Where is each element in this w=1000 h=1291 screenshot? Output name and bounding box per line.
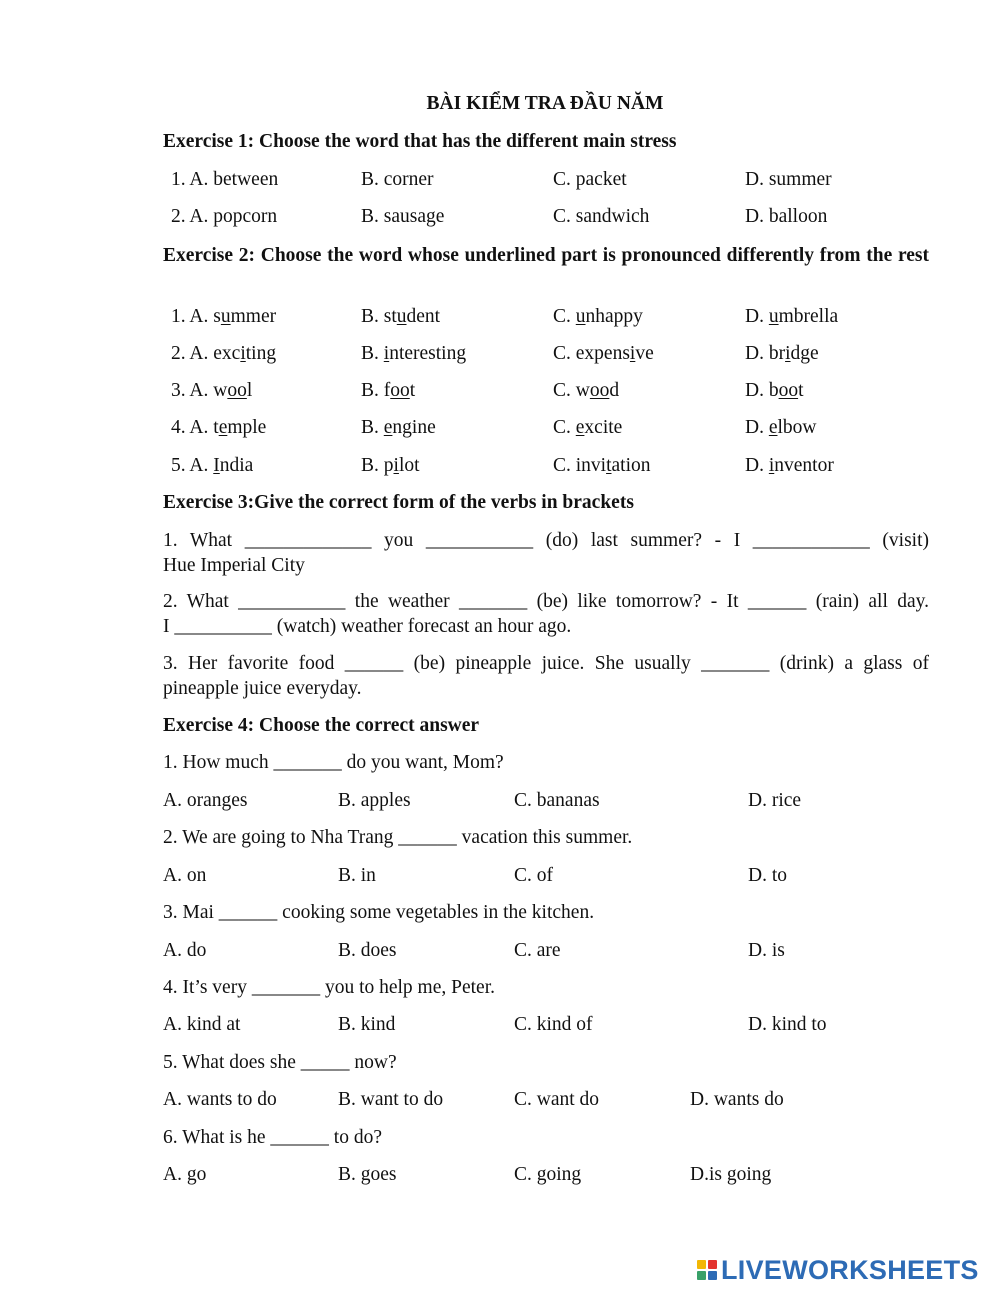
option: C. going xyxy=(514,1164,582,1185)
option: C. bananas xyxy=(514,790,600,811)
option: C. packet xyxy=(553,169,627,190)
option: C. unhappy xyxy=(553,306,643,327)
option: B. corner xyxy=(361,169,434,190)
logo-text: LIVEWORKSHEETS xyxy=(721,1254,979,1285)
liveworksheets-logo xyxy=(697,1255,979,1285)
option: D.is going xyxy=(690,1164,772,1185)
option: 3. A. wool xyxy=(171,380,253,401)
option: B. goes xyxy=(338,1164,397,1185)
logo-block xyxy=(697,1260,706,1269)
option: A. wants to do xyxy=(163,1089,277,1110)
option: C. invitation xyxy=(553,455,651,476)
option: D. summer xyxy=(745,169,832,190)
exercise-3-question-2-line-1: 2. What ___________ the weather _______ (be) like tomorrow? - It ______ (rain) all day. xyxy=(163,591,929,612)
exercise-4-question: 2. We are going to Nha Trang ______ vacation this summer. xyxy=(163,827,633,848)
option: C. are xyxy=(514,940,561,961)
option: A. do xyxy=(163,940,207,961)
logo-block xyxy=(697,1271,706,1280)
logo-block xyxy=(708,1271,717,1280)
option: B. kind xyxy=(338,1014,396,1035)
option: B. want to do xyxy=(338,1089,444,1110)
option: C. of xyxy=(514,865,553,886)
option: B. interesting xyxy=(361,343,467,364)
option: D. is xyxy=(748,940,785,961)
exercise-4-heading: Exercise 4: Choose the correct answer xyxy=(163,715,480,736)
option: 5. A. India xyxy=(171,455,254,476)
exercise-3-question-1-line-1: 1. What _____________ you ___________ (do) last summer? - I ____________ (visit) xyxy=(163,530,929,551)
option: D. inventor xyxy=(745,455,834,476)
option: B. engine xyxy=(361,417,436,438)
logo-block xyxy=(708,1260,717,1269)
option: 2. A. exciting xyxy=(171,343,277,364)
logo-blocks-icon xyxy=(697,1260,717,1280)
option: D. to xyxy=(748,865,787,886)
option: D. bridge xyxy=(745,343,819,364)
option: B. in xyxy=(338,865,376,886)
exercise-2-heading: Exercise 2: Choose the word whose underlined part is pronounced differently from the rest xyxy=(163,245,929,266)
exercise-3-question-1-line-2: Hue Imperial City xyxy=(163,555,305,576)
option: D. elbow xyxy=(745,417,817,438)
page-title: BÀI KIỂM TRA ĐẦU NĂM xyxy=(426,93,664,114)
option: C. excite xyxy=(553,417,623,438)
option: 1. A. between xyxy=(171,169,279,190)
option: A. oranges xyxy=(163,790,248,811)
exercise-4-question: 1. How much _______ do you want, Mom? xyxy=(163,752,504,773)
option: B. sausage xyxy=(361,206,445,227)
option: 1. A. summer xyxy=(171,306,277,327)
option: D. boot xyxy=(745,380,804,401)
option: C. sandwich xyxy=(553,206,650,227)
exercise-1-heading: Exercise 1: Choose the word that has the different main stress xyxy=(163,131,677,152)
option: B. student xyxy=(361,306,441,327)
option: C. wood xyxy=(553,380,620,401)
option: B. foot xyxy=(361,380,416,401)
exercise-3-question-3-line-1: 3. Her favorite food ______ (be) pineapple juice. She usually _______ (drink) a glass of xyxy=(163,653,929,674)
exercise-4-question: 4. It’s very _______ you to help me, Peter. xyxy=(163,977,495,998)
option: 4. A. temple xyxy=(171,417,267,438)
option: B. pilot xyxy=(361,455,420,476)
exercise-4-question: 3. Mai ______ cooking some vegetables in the kitchen. xyxy=(163,902,595,923)
exercise-4-question: 6. What is he ______ to do? xyxy=(163,1127,382,1148)
option: D. umbrella xyxy=(745,306,839,327)
option: D. kind to xyxy=(748,1014,827,1035)
option: D. wants do xyxy=(690,1089,784,1110)
option: C. expensive xyxy=(553,343,654,364)
option: 2. A. popcorn xyxy=(171,206,278,227)
option: B. apples xyxy=(338,790,411,811)
option: C. want do xyxy=(514,1089,600,1110)
exercise-3-question-3-line-2: pineapple juice everyday. xyxy=(163,678,362,699)
exercise-3-heading: Exercise 3:Give the correct form of the verbs in brackets xyxy=(163,492,634,513)
option: A. on xyxy=(163,865,207,886)
option: B. does xyxy=(338,940,397,961)
option: D. balloon xyxy=(745,206,828,227)
option: C. kind of xyxy=(514,1014,593,1035)
option: A. go xyxy=(163,1164,207,1185)
option: D. rice xyxy=(748,790,802,811)
exercise-4-question: 5. What does she _____ now? xyxy=(163,1052,397,1073)
exercise-3-question-2-line-2: I __________ (watch) weather forecast an hour ago. xyxy=(163,616,572,637)
option: A. kind at xyxy=(163,1014,241,1035)
